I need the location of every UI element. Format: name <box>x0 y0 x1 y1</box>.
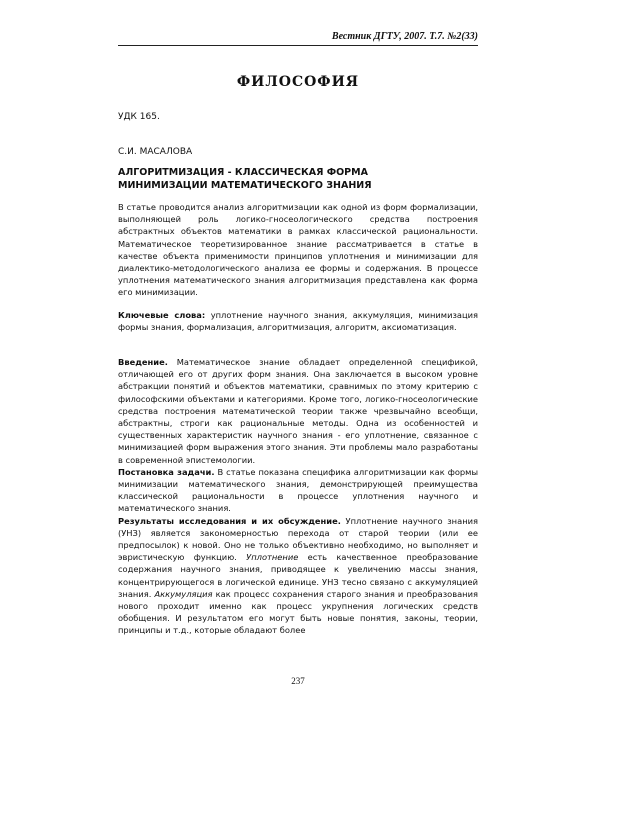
intro-label: Введение. <box>118 357 168 367</box>
article-title-line-2: МИНИМИЗАЦИИ МАТЕМАТИЧЕСКОГО ЗНАНИЯ <box>118 180 372 191</box>
keywords-text: уплотнение научного знания, аккумуляция, минимизация формы знания, формализация, алгоритмизация, алгоритм, аксиоматизация. <box>118 310 478 333</box>
intro-paragraph <box>118 356 478 466</box>
keywords-label: Ключевые слова: <box>118 310 206 320</box>
journal-header: Вестник ДГТУ, 2007. Т.7. №2(33) <box>118 31 478 46</box>
keywords <box>118 309 478 333</box>
author-name: С.И. МАСАЛОВА <box>118 147 193 157</box>
results-term-1: Уплотнение <box>246 552 299 563</box>
results-text-1: Уплотнение научного знания (УНЗ) является закономерностью перехода от старой теории (или ее предпосылок) к новой. Оно не только объективно необходимо, но выполняет и эвристическую функцию. <box>118 515 479 563</box>
results-label: Результаты исследования и их обсуждение. <box>118 515 341 526</box>
article-title-line-1: АЛГОРИТМИЗАЦИЯ - КЛАССИЧЕСКАЯ ФОРМА <box>118 167 368 178</box>
article-title <box>118 166 478 192</box>
udk-code: УДК 165. <box>118 112 160 122</box>
task-text: В статье показана специфика алгоритмизации как формы минимизации математического знания, демонстрирующей преимущества классической рациональности в процессе уплотнения научного и математического знания. <box>118 466 478 514</box>
results-paragraph <box>118 515 478 637</box>
intro-text: Математическое знание обладает определенной спецификой, отличающей его от других форм знания. Она заключается в высоком уровне абстракции понятий и объектов математики, сравнимых по этому критерию с философскими объектами и категориями. Кроме того, логико-гносеологические средства построения математической теории также чрезвычайно всеобщи, абстрактны, строги как рациональные методы. Одна из особенностей и существенных характеристик научного знания - его уплотнение, связанное с минимизацией форм выражения этого знания. Эти проблемы мало разработаны в современной эпистемологии. <box>118 357 478 465</box>
task-label: Постановка задачи. <box>118 466 215 477</box>
abstract: В статье проводится анализ алгоритмизации как одной из форм формализации, выполняющей роль логико-гносеологического средства построения абстрактных объектов математики в рамках классической рациональности. Математическое теоретизированное знание рассматривается в статье в качестве объекта применимости принципов уплотнения и минимизации для диалектико-методологического анализа ее формы и содержания. В процессе уплотнения математического знания алгоритмизация представлена как форма его минимизации. <box>118 202 478 298</box>
task-paragraph <box>118 466 478 515</box>
section-title: ФИЛОСОФИЯ <box>236 74 360 90</box>
article-body <box>118 356 478 637</box>
results-text-3: как процесс сохранения старого знания и преобразования нового проходит именно как процесс укрупнения логических средств обобщения. И результатом его могут быть новые понятия, законы, теории, принципы и т.д., которые обладают более <box>118 588 478 636</box>
results-term-2: Аккумуляция <box>154 588 213 599</box>
page-number: 237 <box>291 676 305 686</box>
results-text-2: есть качественное преобразование содержания научного знания, приводящее к увеличению массы знания, концентрирующегося в логической единице. УНЗ тесно связано с аккумуляцией знания. <box>118 552 479 599</box>
